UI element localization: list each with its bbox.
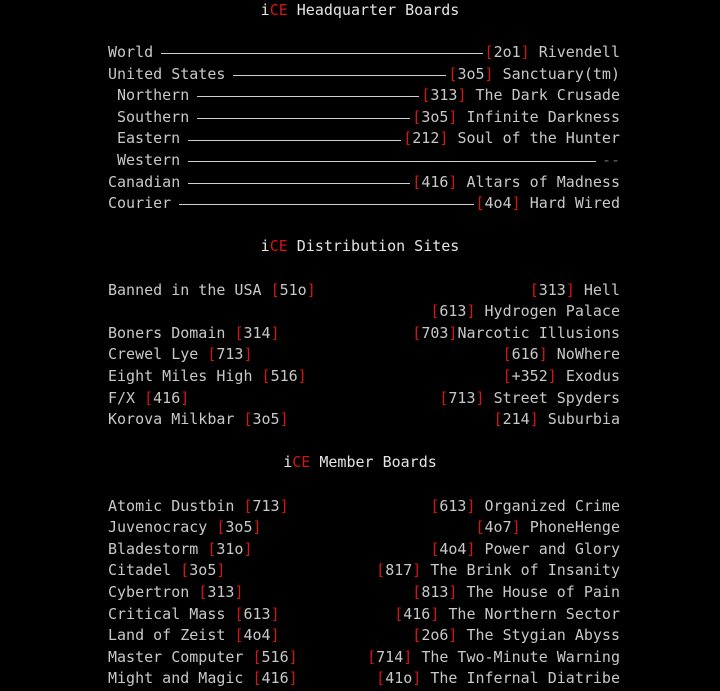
member-left-code: 3o5 [189, 561, 217, 580]
hq-row: Courier [ 4o4 ] Hard Wired [108, 193, 620, 215]
hq-board: Infinite Darkness [466, 107, 620, 126]
hq-empty-tail: -- [601, 151, 620, 169]
hq-title [0, 0, 720, 22]
member-right-code: 4o4 [439, 539, 467, 558]
member-right-code: 41o [385, 669, 413, 688]
hq-region: United States [108, 64, 226, 83]
dist-right-code: +352 [511, 367, 548, 385]
member-left-name: Citadel [108, 561, 172, 580]
member-left-code: 3o5 [225, 518, 253, 537]
member-left-code: 313 [207, 583, 235, 601]
member-left-code: 416 [261, 669, 289, 688]
member-row: Atomic Dustbin [ 713 ] [ 613 ] Organized Crime [108, 496, 620, 518]
hq-board: Hard Wired [529, 194, 620, 213]
hq-title-prefix: i [260, 1, 270, 19]
dist-left-name: Korova Milkbar [108, 410, 235, 429]
dist-right-code: 313 [538, 280, 566, 299]
hq-region: Southern [117, 107, 190, 126]
member-right-name: Power and Glory [484, 539, 620, 558]
dist-row: Korova Milkbar [ 3o5 ] [ 214 ] Suburbia [108, 409, 620, 431]
hq-code: 3o5 [421, 107, 449, 126]
hq-code: 313 [430, 86, 458, 105]
hq-row: Southern [ 3o5 ] Infinite Darkness [108, 107, 620, 129]
hq-title-suffix: Headquarter Boards [287, 1, 460, 19]
member-left-name: Cybertron [108, 583, 190, 601]
member-right-name: The Infernal Diatribe [430, 669, 620, 688]
dist-right-code: 214 [502, 410, 530, 429]
dist-left-name: Boners Domain [108, 323, 226, 342]
dist-right-code: 713 [448, 388, 476, 407]
member-left-code: 516 [261, 647, 289, 666]
hq-row: World [ 2o1 ] Rivendell [108, 42, 620, 64]
member-left-code: 4o4 [243, 626, 271, 645]
dist-row: Banned in the USA [ 51o ] [ 313 ] Hell [108, 280, 620, 302]
dist-row: [ 613 ] Hydrogen Palace [108, 301, 620, 323]
dist-row: Eight Miles High [ 516 ] [ +352 ] Exodus [108, 366, 620, 388]
hq-row: Northern [ 313 ] The Dark Crusade [108, 85, 620, 107]
dist-left-name: Crewel Lye [108, 345, 199, 364]
dist-left-code: 314 [243, 323, 271, 342]
member-right-name: The Northern Sector [448, 604, 620, 623]
hq-board: Rivendell [538, 43, 620, 61]
member-row: Juvenocracy [ 3o5 ] [ 4o7 ] PhoneHenge [108, 517, 620, 539]
member-row: Cybertron [ 313 ] [ 813 ] The House of Pain [108, 582, 620, 604]
member-right-name: The House of Pain [466, 583, 620, 601]
hq-code: 212 [412, 129, 440, 148]
hq-code: 416 [421, 172, 449, 191]
hq-rule [188, 161, 596, 162]
dist-right-name: Hydrogen Palace [484, 302, 620, 321]
dist-right-code: 616 [511, 345, 539, 364]
member-left-name: Juvenocracy [108, 518, 208, 537]
hq-rule [161, 53, 482, 54]
member-row: Citadel [ 3o5 ] [ 817 ] The Brink of Insanity [108, 560, 620, 582]
dist-right-name: Suburbia [547, 410, 620, 429]
hq-code: 2o1 [493, 43, 521, 61]
member-left-name: Critical Mass [108, 604, 226, 623]
member-left-name: Bladestorm [108, 539, 199, 558]
member-title-suffix: Member Boards [310, 453, 437, 472]
member-right-name: Organized Crime [484, 496, 620, 515]
hq-board: Altars of Madness [466, 172, 620, 191]
member-title-prefix: i [283, 453, 293, 472]
hq-region: Western [117, 151, 181, 169]
member-left-code: 613 [243, 604, 271, 623]
hq-rule [188, 183, 410, 184]
hq-region: Northern [117, 86, 190, 105]
member-left-code: 713 [252, 496, 280, 515]
dist-right-code: 703 [421, 323, 449, 342]
dist-left-code: 3o5 [252, 410, 280, 429]
dist-right-code: 613 [439, 302, 467, 321]
member-left-name: Master Computer [108, 647, 244, 666]
member-right-name: The Brink of Insanity [430, 561, 620, 580]
dist-right-name: Hell [583, 280, 620, 299]
dist-left-name: Eight Miles High [108, 367, 253, 385]
member-row: Bladestorm [ 31o ] [ 4o4 ] Power and Glory [108, 539, 620, 561]
member-right-code: 2o6 [421, 626, 449, 645]
hq-code: 3o5 [457, 64, 485, 83]
member-row: Master Computer [ 516 ] [ 714 ] The Two-Minute Warning [108, 647, 620, 669]
member-row: Critical Mass [ 613 ] [ 416 ] The Northern Sector [108, 604, 620, 626]
member-row: Might and Magic [ 416 ] [ 41o ] The Infernal Diatribe [108, 668, 620, 690]
member-left-code: 31o [216, 539, 244, 558]
hq-board: Sanctuary(tm) [502, 64, 620, 83]
hq-region: Eastern [117, 129, 181, 148]
hq-rule [233, 75, 446, 76]
dist-right-name: Narcotic Illusions [457, 323, 620, 342]
hq-region: World [108, 43, 154, 61]
hq-rule [197, 96, 419, 97]
hq-row: Eastern [ 212 ] Soul of the Hunter [108, 128, 620, 150]
dist-row: F/X [ 416 ] [ 713 ] Street Spyders [108, 388, 620, 410]
dist-left-name: F/X [108, 388, 136, 407]
member-right-code: 714 [376, 647, 404, 666]
dist-left-name: Banned in the USA [108, 280, 262, 299]
member-left-name: Might and Magic [108, 669, 244, 688]
dist-left-code: 51o [279, 280, 307, 299]
dist-row: Boners Domain [ 314 ] [ 703 ] Narcotic Illusions [108, 323, 620, 345]
member-right-code: 416 [403, 604, 431, 623]
dist-title-prefix: i [260, 237, 270, 256]
hq-code: 4o4 [484, 194, 512, 213]
member-right-name: PhoneHenge [529, 518, 620, 537]
dist-title [0, 236, 720, 258]
member-left-name: Land of Zeist [108, 626, 226, 645]
hq-rule [197, 118, 410, 119]
member-right-code: 817 [385, 561, 413, 580]
member-right-code: 813 [421, 583, 449, 601]
dist-row: Crewel Lye [ 713 ] [ 616 ] NoWhere [108, 344, 620, 366]
member-title-accent: CE [292, 453, 311, 472]
member-title [0, 452, 720, 474]
dist-right-name: Exodus [565, 367, 620, 385]
dist-right-name: Street Spyders [493, 388, 620, 407]
member-right-code: 4o7 [484, 518, 512, 537]
hq-rule [179, 204, 473, 205]
member-right-code: 613 [439, 496, 467, 515]
member-left-name: Atomic Dustbin [108, 496, 235, 515]
dist-left-code: 713 [216, 345, 244, 364]
dist-right-name: NoWhere [556, 345, 620, 364]
dist-left-code: 416 [153, 388, 181, 407]
dist-left-code: 516 [270, 367, 298, 385]
hq-rule [188, 140, 401, 141]
hq-region: Courier [108, 194, 172, 213]
member-row: Land of Zeist [ 4o4 ] [ 2o6 ] The Stygian Abyss [108, 625, 620, 647]
hq-title-accent: CE [269, 1, 288, 19]
dist-title-suffix: Distribution Sites [287, 237, 460, 256]
hq-row [108, 150, 620, 172]
member-right-name: The Stygian Abyss [466, 626, 620, 645]
hq-board: The Dark Crusade [475, 86, 620, 105]
hq-row: Canadian [ 416 ] Altars of Madness [108, 172, 620, 194]
hq-board: Soul of the Hunter [457, 129, 620, 148]
hq-row: United States [ 3o5 ] Sanctuary(tm) [108, 64, 620, 86]
member-right-name: The Two-Minute Warning [421, 647, 620, 666]
hq-region: Canadian [108, 172, 181, 191]
dist-title-accent: CE [269, 237, 288, 256]
